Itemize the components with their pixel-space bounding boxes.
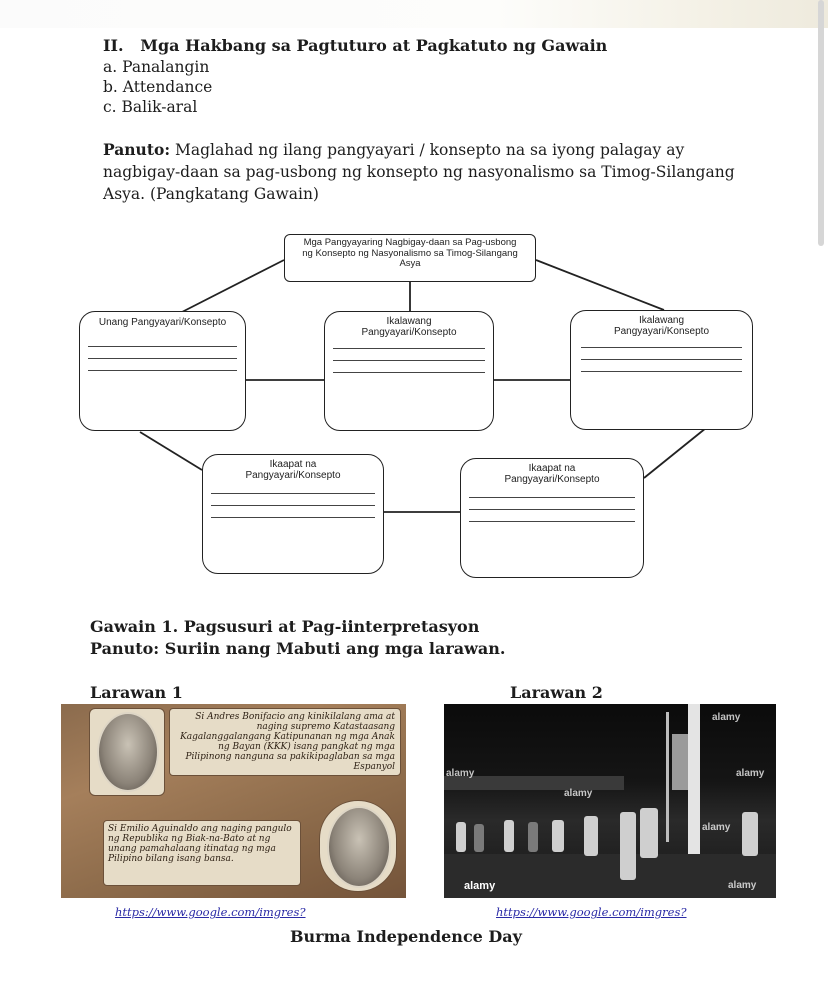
diagram-center-title: Mga Pangyayaring Nagbigay-daan sa Pag-usbong ng Konsepto ng Nasyonalismo sa Timog-Silangang Asya bbox=[302, 237, 518, 269]
list-item: a. Panalangin bbox=[103, 58, 210, 76]
portrait-bonifacio bbox=[97, 712, 159, 792]
activity-instruction: Panuto: Suriin nang Mabuti ang mga larawan. bbox=[90, 639, 506, 658]
picture-2 bbox=[444, 704, 776, 898]
picture-1 bbox=[61, 704, 406, 898]
pic1-text-top: Si Andres Bonifacio ang kinikilalang ama at naging supremo Katastaasang Kagalanggalangang Katipunanan ng mga Anak ng Bayan (KKK) isang pangkat ng mga Pilipinong nanguna sa pakikipaglaban sa mga Espanyol bbox=[180, 712, 395, 772]
portrait-aguinaldo bbox=[327, 806, 391, 888]
picture-label-2: Larawan 2 bbox=[510, 683, 603, 702]
instruction-text: Maglahad ng ilang pangyayari / konsepto na sa iyong palagay ay nagbigay-daan sa pag-usbong ng konsepto ng nasyonalismo sa Timog-Silangang Asya. (Pangkatang Gawain) bbox=[103, 141, 735, 203]
image-source-link-2[interactable]: https://www.google.com/imgres? bbox=[496, 905, 687, 919]
pic1-text-bottom: Si Emilio Aguinaldo ang naging pangulo ng Republika ng Biak-na-Bato at ng unang pamahalaang itinatag ng mga Pilipino bilang isang bansa. bbox=[108, 824, 292, 864]
diagram-center-box bbox=[284, 234, 536, 282]
watermark: alamy bbox=[564, 788, 593, 799]
activity-title: Gawain 1. Pagsusuri at Pag-iinterpretasyon bbox=[90, 617, 480, 636]
flag bbox=[672, 734, 688, 790]
picture-label-1: Larawan 1 bbox=[90, 683, 183, 702]
concept-box-2 bbox=[324, 311, 494, 431]
concept-box-title: Ikaapat na Pangyayari/Konsepto bbox=[504, 463, 600, 485]
concept-box-title: Ikalawang Pangyayari/Konsepto bbox=[361, 316, 457, 338]
concept-box-1 bbox=[79, 311, 246, 431]
list-item: b. Attendance bbox=[103, 78, 213, 96]
section-heading: II. Mga Hakbang sa Pagtuturo at Pagkatuto ng Gawain bbox=[103, 36, 608, 55]
watermark: alamy bbox=[728, 880, 757, 891]
concept-box-5 bbox=[460, 458, 644, 578]
image-source-link-1[interactable]: https://www.google.com/imgres? bbox=[115, 905, 306, 919]
list-item: c. Balik-aral bbox=[103, 98, 198, 116]
instruction-label: Panuto: bbox=[103, 140, 171, 159]
watermark: alamy bbox=[712, 712, 741, 723]
concept-box-title: Unang Pangyayari/Konsepto bbox=[98, 317, 227, 328]
watermark: alamy bbox=[464, 880, 496, 892]
watermark: alamy bbox=[446, 768, 475, 779]
watermark: alamy bbox=[702, 822, 731, 833]
concept-box-title: Ikalawang Pangyayari/Konsepto bbox=[613, 315, 710, 337]
picture-caption: Burma Independence Day bbox=[290, 927, 522, 946]
flag-pole bbox=[688, 704, 700, 854]
concept-box-3 bbox=[570, 310, 753, 430]
concept-box-4 bbox=[202, 454, 384, 574]
watermark: alamy bbox=[736, 768, 765, 779]
concept-box-title: Ikaapat na Pangyayari/Konsepto bbox=[245, 459, 341, 481]
